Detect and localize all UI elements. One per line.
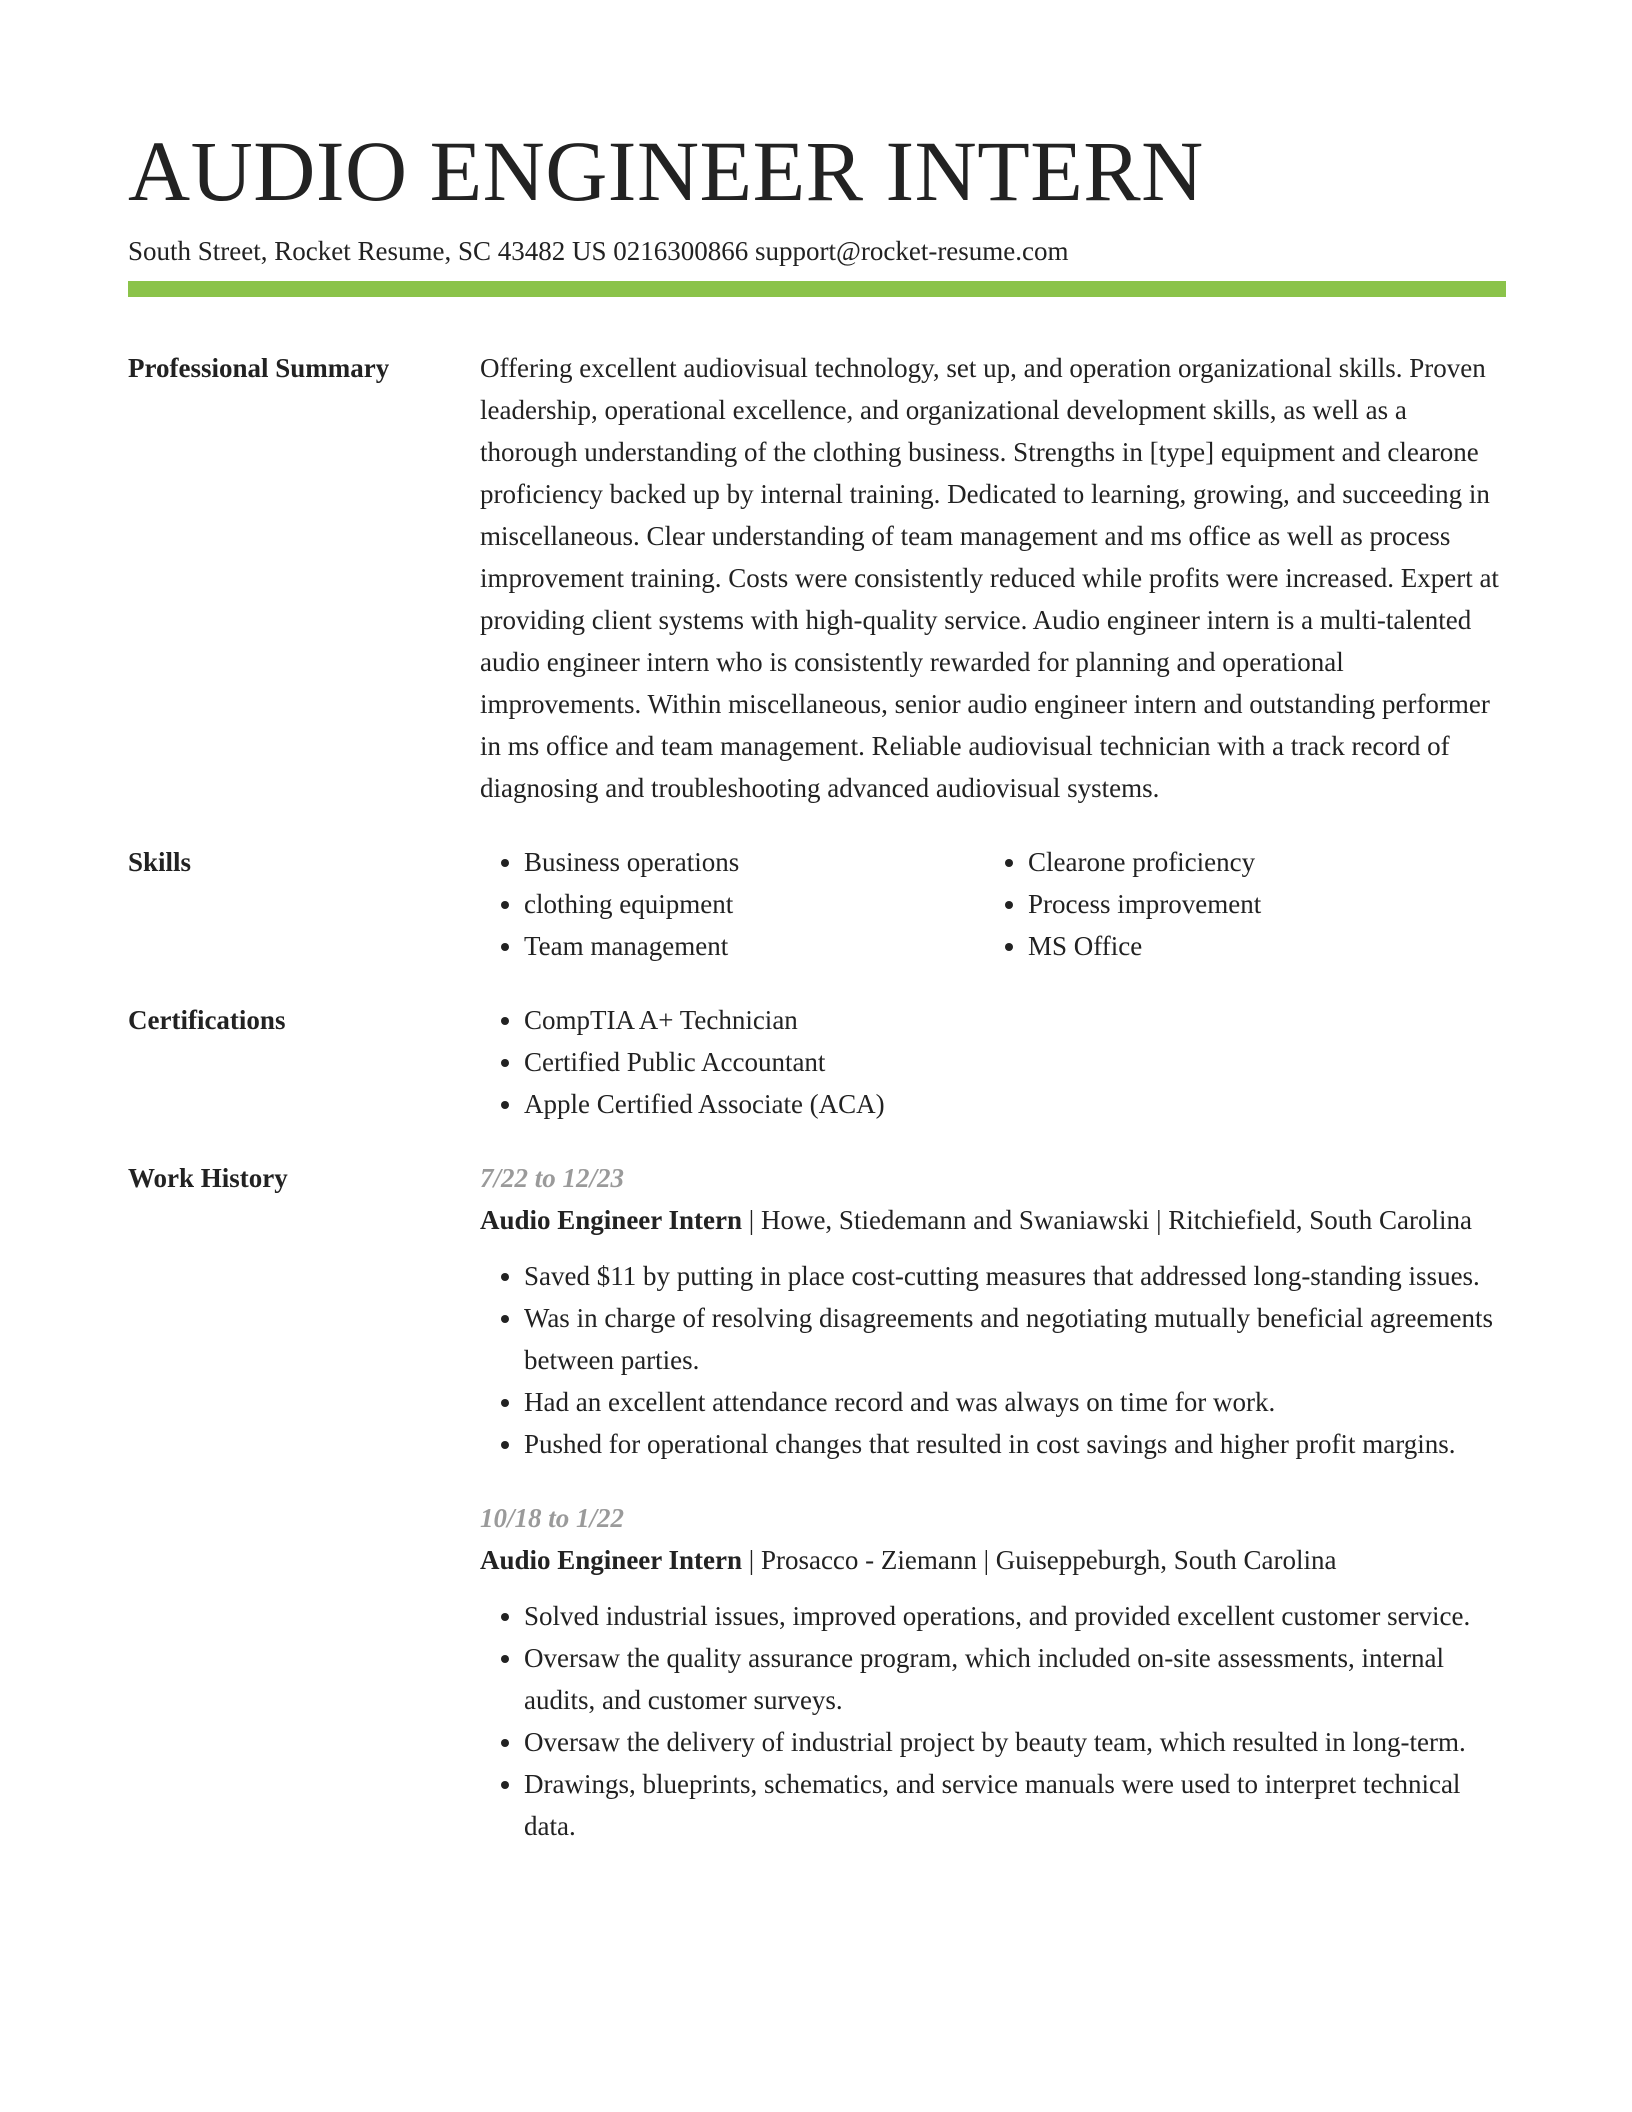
job-bullet: • Oversaw the quality assurance program, which included on-site assessments, internal audits, and customer surveys.	[524, 1637, 1506, 1721]
job-employer: | Howe, Stiedemann and Swaniawski | Ritchiefield, South Carolina	[742, 1205, 1472, 1235]
skills-list-right	[984, 841, 1488, 967]
certification-item: • CompTIA A+ Technician	[524, 999, 1506, 1041]
certifications-list	[480, 999, 1506, 1125]
resume-name: AUDIO ENGINEER INTERN	[128, 123, 1204, 219]
job-bullet: • Had an excellent attendance record and was always on time for work.	[524, 1381, 1506, 1423]
certification-item: • Apple Certified Associate (ACA)	[524, 1083, 1506, 1125]
job-entry	[480, 1497, 1506, 1847]
summary-heading: Professional Summary	[128, 353, 390, 383]
certifications-heading: Certifications	[128, 1005, 286, 1035]
job-bullets	[480, 1255, 1506, 1465]
skill-item: • MS Office	[1028, 925, 1488, 967]
accent-divider	[128, 281, 1506, 297]
job-bullet: • Pushed for operational changes that resulted in cost savings and higher profit margins.	[524, 1423, 1506, 1465]
contact-info: South Street, Rocket Resume, SC 43482 US 0216300866 support@rocket-resume.com	[128, 236, 1069, 266]
skills-heading: Skills	[128, 847, 192, 877]
skills-list-left	[480, 841, 984, 967]
skill-item: • Team management	[524, 925, 984, 967]
summary-section	[128, 347, 1506, 809]
job-title: Audio Engineer Intern	[480, 1545, 743, 1575]
certifications-section	[128, 999, 1506, 1125]
job-bullet: • Was in charge of resolving disagreements and negotiating mutually beneficial agreements between parties.	[524, 1297, 1506, 1381]
job-bullets	[480, 1595, 1506, 1847]
skill-item: • Business operations	[524, 841, 984, 883]
skill-item: • clothing equipment	[524, 883, 984, 925]
job-employer: | Prosacco - Ziemann | Guiseppeburgh, South Carolina	[742, 1545, 1337, 1575]
job-title: Audio Engineer Intern	[480, 1205, 743, 1235]
resume-page	[128, 0, 1506, 1847]
skill-item: • Clearone proficiency	[1028, 841, 1488, 883]
work-history-section	[128, 1157, 1506, 1847]
job-header	[480, 1199, 1506, 1241]
job-bullet: • Oversaw the delivery of industrial project by beauty team, which resulted in long-term.	[524, 1721, 1506, 1763]
job-bullet: • Solved industrial issues, improved operations, and provided excellent customer service.	[524, 1595, 1506, 1637]
job-header	[480, 1539, 1506, 1581]
summary-text: Offering excellent audiovisual technology, set up, and operation organizational skills. Proven leadership, operational excellence, and organizational development skills, as well as a thorough understanding of the clothing business. Strengths in [type] equipment and clearone proficiency backed up by internal training. Dedicated to learning, growing, and succeeding in miscellaneous. Clear understanding of team management and ms office as well as process improvement training. Costs were consistently reduced while profits were increased. Expert at providing client systems with high-quality service. Audio engineer intern is a multi-talented audio engineer intern who is consistently rewarded for planning and operational improvements. Within miscellaneous, senior audio engineer intern and outstanding performer in ms office and team management. Reliable audiovisual technician with a track record of diagnosing and troubleshooting advanced audiovisual systems.	[480, 353, 1499, 803]
work-history-heading: Work History	[128, 1163, 288, 1193]
certification-item: • Certified Public Accountant	[524, 1041, 1506, 1083]
job-bullet: • Drawings, blueprints, schematics, and service manuals were used to interpret technical data.	[524, 1763, 1506, 1847]
skill-item: • Process improvement	[1028, 883, 1488, 925]
job-entry	[480, 1157, 1506, 1465]
skills-section	[128, 841, 1506, 967]
job-bullet: • Saved $11 by putting in place cost-cutting measures that addressed long-standing issues.	[524, 1255, 1506, 1297]
job-date: 10/18 to 1/22	[480, 1503, 625, 1533]
job-date: 7/22 to 12/23	[480, 1163, 625, 1193]
